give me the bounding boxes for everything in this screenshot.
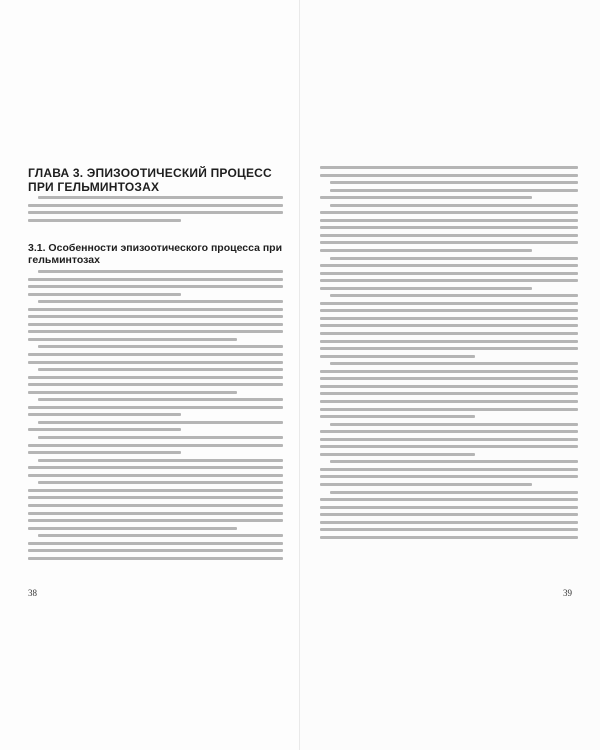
chapter-title: ГЛАВА 3. ЭПИЗООТИЧЕСКИЙ ПРОЦЕСС ПРИ ГЕЛЬМИНТОЗАХ — [28, 166, 272, 194]
page-number-right: 39 — [563, 588, 572, 598]
right-body-text — [320, 166, 578, 543]
left-body-text — [28, 270, 283, 564]
page-number-left: 38 — [28, 588, 37, 598]
intro-text-block — [28, 196, 283, 226]
right-page — [300, 0, 600, 750]
section-title: 3.1. Особенности эпизоотического процесса при гельминтозах — [28, 242, 283, 266]
